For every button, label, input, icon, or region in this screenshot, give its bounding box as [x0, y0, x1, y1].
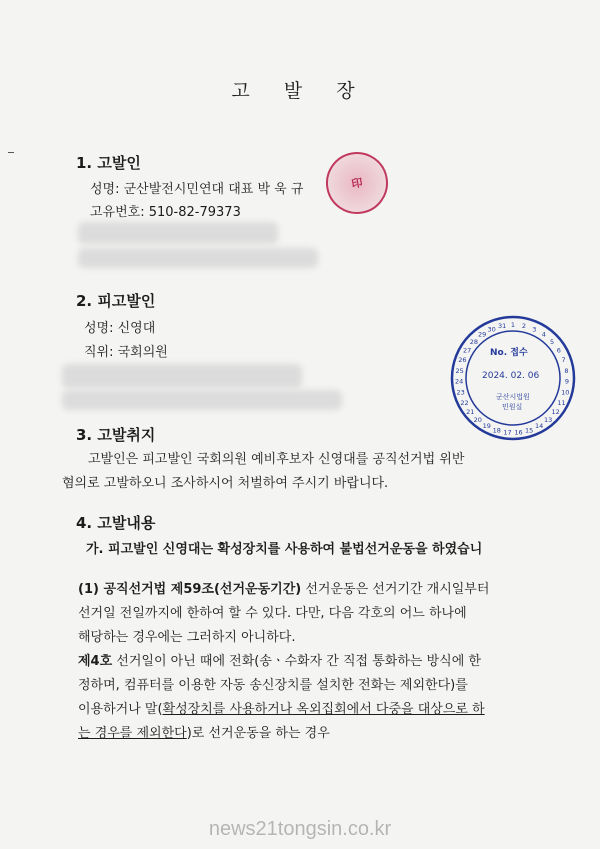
stamp-day-number: 4	[541, 330, 546, 339]
redacted-block	[78, 222, 278, 244]
complainant-id: 고유번호: 510-82-79373	[90, 205, 241, 220]
document-title: 고 발 장	[231, 80, 369, 102]
clause-4-line-2: 정하며, 컴퓨터를 이용한 자동 송신장치를 설치한 전화는 제외한다)를	[78, 678, 468, 693]
stamp-day-number: 18	[492, 426, 501, 435]
stamp-day-number: 17	[503, 428, 512, 437]
stamp-day-number: 22	[460, 398, 469, 407]
purpose-line-2: 혐의로 고발하오니 조사하시어 처벌하여 주시기 바랍니다.	[62, 476, 389, 491]
section-3-heading: 3. 고발취지	[76, 426, 156, 444]
stamp-day-number: 1	[510, 321, 516, 329]
stamp-day-number: 23	[456, 388, 465, 397]
article-59-line-3: 해당하는 경우에는 그러하지 아니하다.	[78, 630, 296, 645]
stamp-day-number: 16	[514, 428, 523, 437]
stamp-day-number: 7	[561, 356, 566, 365]
clause-4-line-1: 제4호 선거일이 아닌 때에 전화(송ㆍ수화자 간 직접 통화하는 방식에 한	[78, 654, 481, 669]
redacted-block	[62, 390, 342, 410]
stamp-day-number: 6	[556, 346, 561, 355]
stamp-date: 2024. 02. 06	[482, 371, 540, 381]
clause-4-line-3: 이용하거나 말(확성장치를 사용하거나 옥외집회에서 다중을 대상으로 하	[78, 702, 485, 717]
accused-position: 직위: 국회의원	[84, 345, 168, 360]
stamp-day-number: 12	[551, 408, 560, 417]
clause-4-line-4: 는 경우를 제외한다)로 선거운동을 하는 경우	[78, 726, 330, 741]
redacted-block	[62, 364, 302, 388]
stamp-day-number: 14	[535, 422, 544, 431]
section-2-heading: 2. 피고발인	[76, 292, 156, 310]
scan-mark	[8, 152, 14, 153]
stamp-day-number: 21	[466, 408, 475, 417]
stamp-day-number: 13	[544, 416, 553, 424]
stamp-day-number: 8	[564, 366, 569, 375]
stamp-day-number: 24	[454, 377, 464, 386]
stamp-day-number: 29	[478, 330, 487, 339]
stamp-day-number: 5	[550, 337, 555, 346]
stamp-reception-label: No. 접수	[490, 348, 528, 358]
complainant-name: 성명: 군산발전시민연대 대표 박 욱 규	[90, 182, 304, 197]
stamp-day-number: 19	[482, 422, 491, 431]
purpose-line-1: 고발인은 피고발인 국회의원 예비후보자 신영대를 공직선거법 위반	[88, 452, 465, 467]
stamp-day-number: 15	[525, 426, 534, 435]
stamp-org-line1: 군산시법원	[496, 393, 530, 401]
redacted-block	[78, 248, 318, 268]
stamp-day-number: 31	[497, 322, 507, 331]
stamp-day-number: 27	[463, 346, 472, 355]
stamp-day-number: 30	[487, 325, 496, 334]
stamp-day-number: 28	[469, 337, 479, 346]
stamp-day-number: 20	[473, 416, 482, 424]
article-59-line-2: 선거일 전일까지에 한하여 할 수 있다. 다만, 다음 각호의 어느 하나에	[78, 606, 467, 621]
reception-stamp	[450, 315, 576, 441]
stamp-day-number: 25	[455, 366, 464, 375]
section-4-heading: 4. 고발내용	[76, 514, 156, 532]
allegation-subheading: 가. 피고발인 신영대는 확성장치를 사용하여 불법선거운동을 하였습니	[86, 542, 483, 557]
watermark: news21tongsin.co.kr	[208, 818, 392, 840]
stamp-org-line2: 민원실	[502, 403, 523, 411]
stamp-day-number: 26	[458, 356, 467, 365]
stamp-day-number: 2	[521, 322, 526, 331]
red-seal-stamp: 印	[321, 147, 393, 219]
accused-name: 성명: 신영대	[84, 321, 156, 336]
stamp-day-number: 9	[564, 377, 569, 386]
section-1-heading: 1. 고발인	[76, 154, 141, 172]
article-59-line-1: (1) 공직선거법 제59조(선거운동기간) 선거운동은 선거기간 개시일부터	[78, 582, 490, 597]
stamp-day-number: 10	[561, 388, 570, 397]
stamp-day-number: 3	[532, 325, 537, 334]
stamp-day-number: 11	[557, 398, 566, 407]
